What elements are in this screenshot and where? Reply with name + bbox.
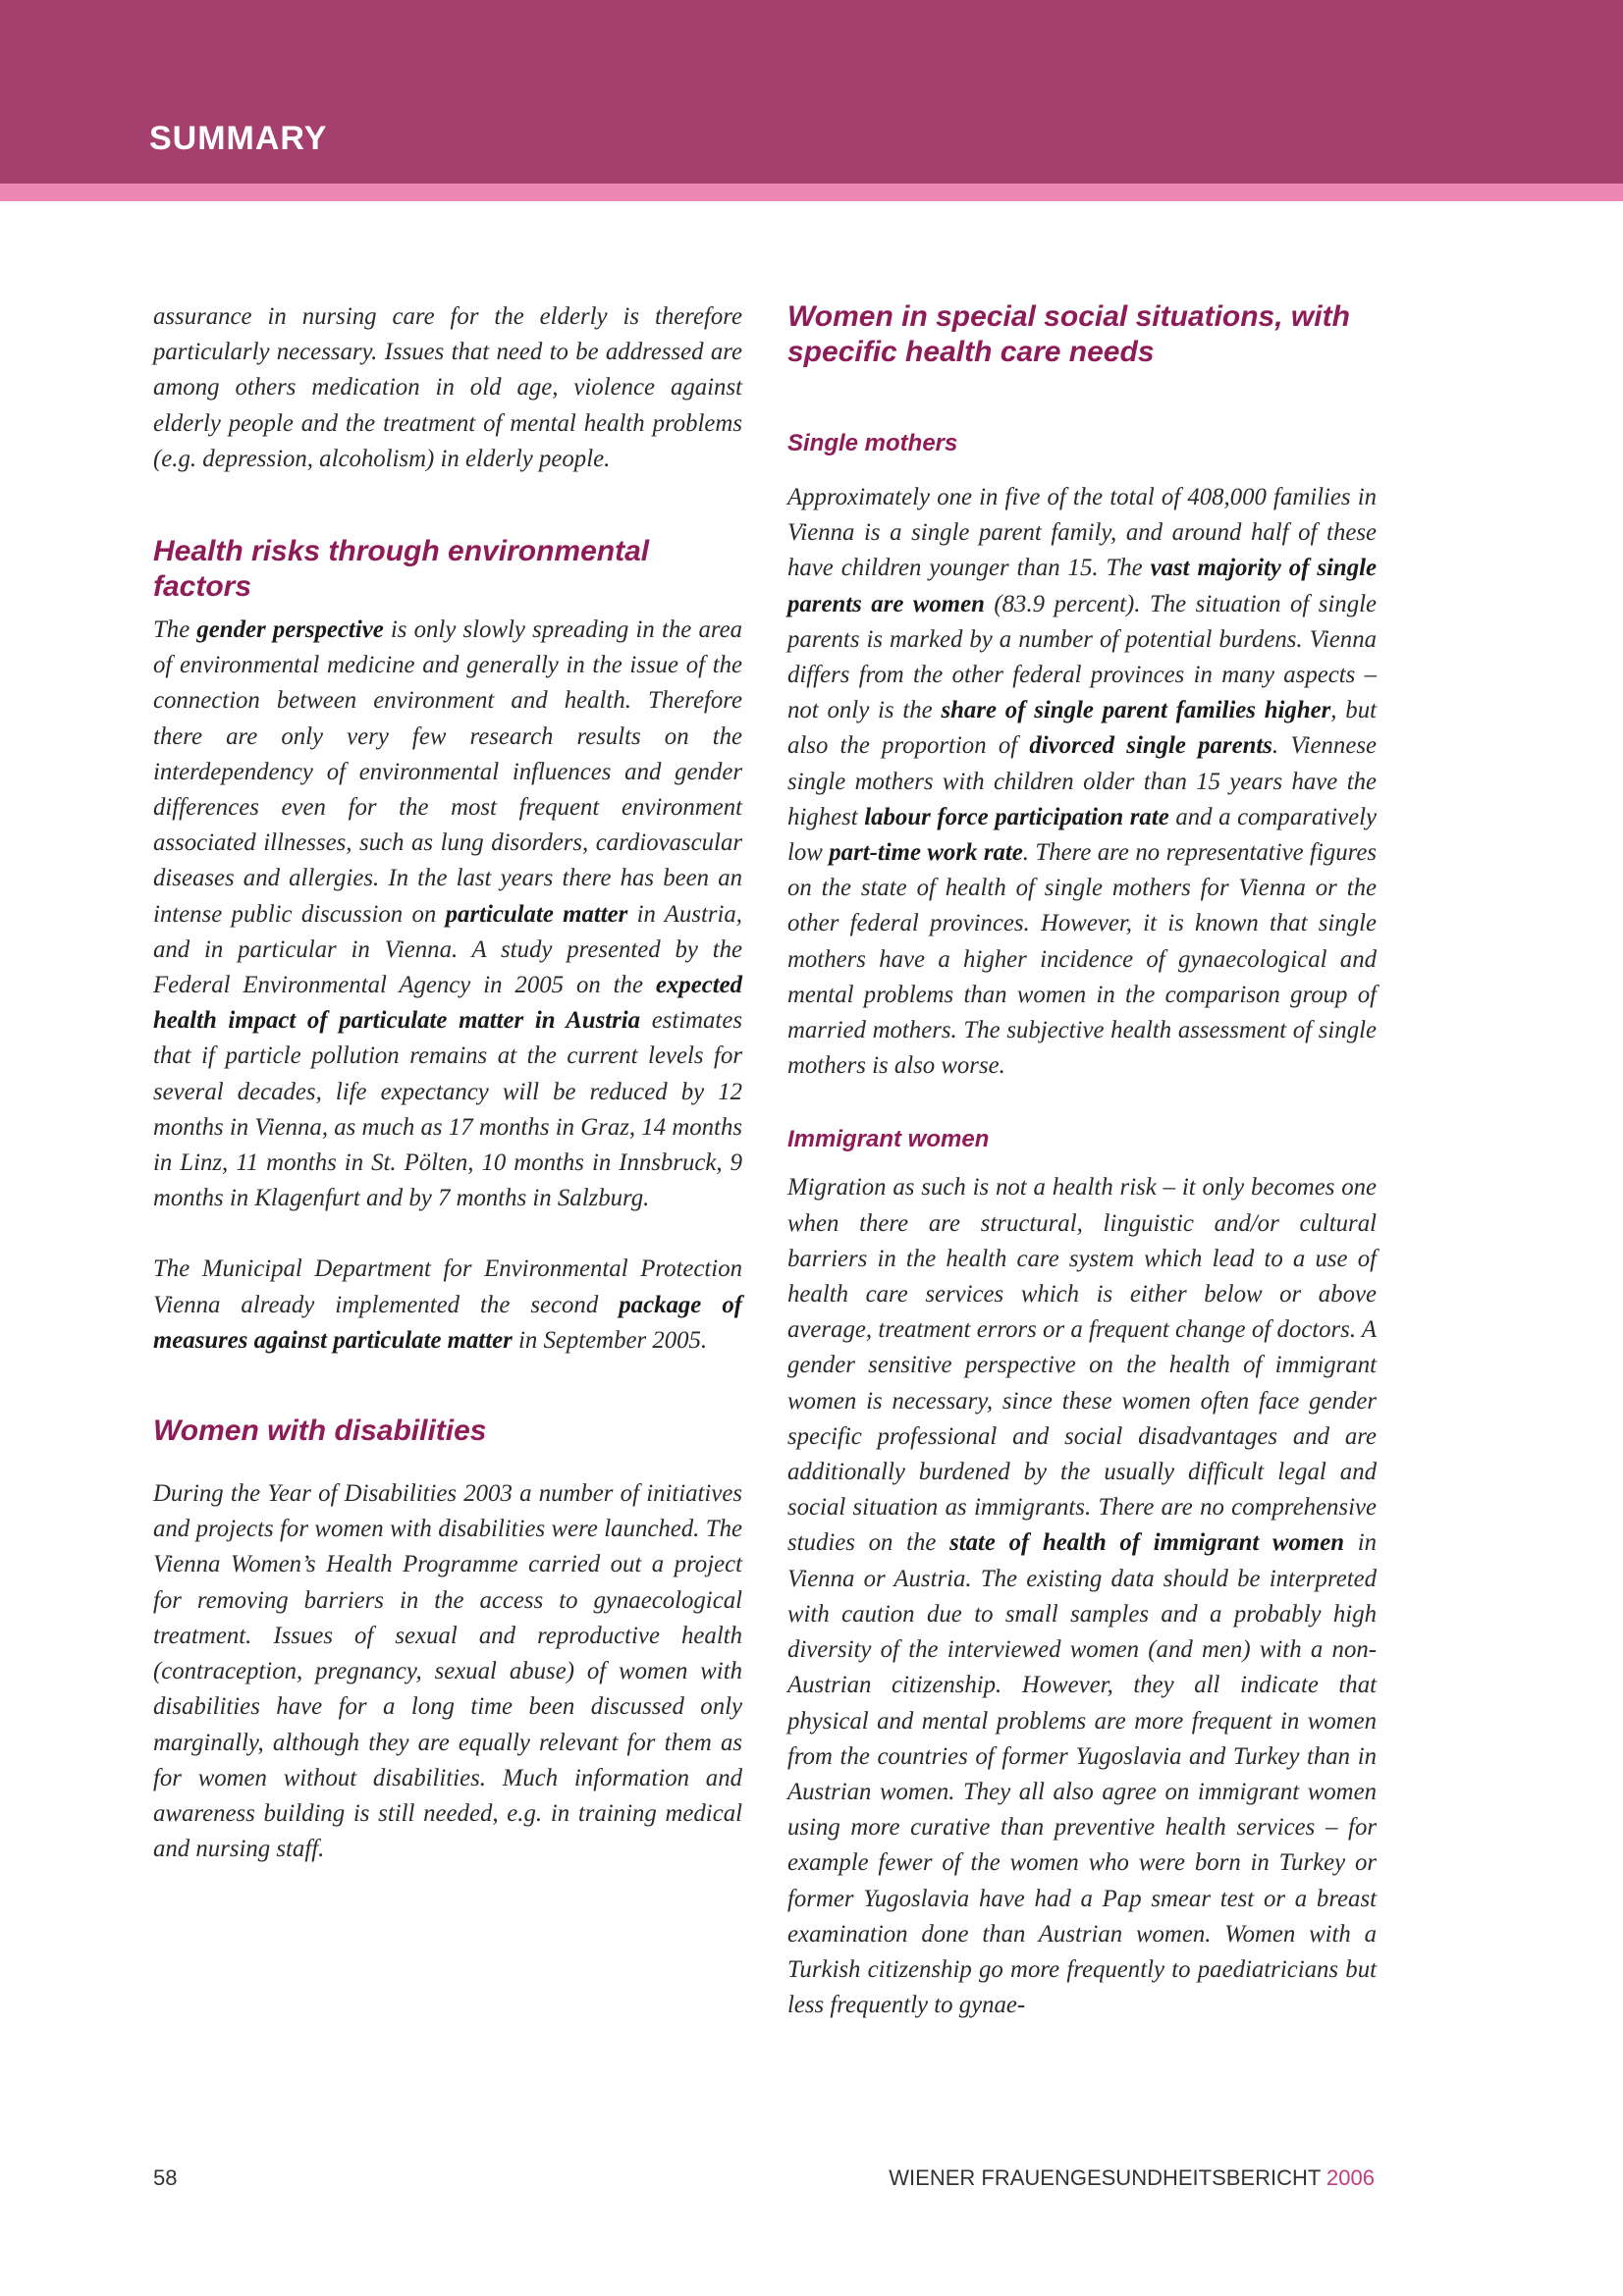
env-paragraph-2: The Municipal Department for Environmental Protection Vienna already implemented the second package of measures against particulate matter in September 2005. <box>153 1255 742 1354</box>
emphasis-package-of-measures: package of measures against particulate matter <box>153 1291 742 1354</box>
emphasis-state-of-health-immigrant: state of health of immigrant women <box>949 1529 1344 1557</box>
immigrant-women-heading: Immigrant women <box>787 1126 990 1153</box>
emphasis-gender-perspective: gender perspective <box>196 616 384 644</box>
report-title <box>889 2165 1375 2191</box>
report-year: 2006 <box>1326 2165 1375 2190</box>
emphasis-share-single-parent: share of single parent families higher <box>941 697 1331 724</box>
header-stripe <box>0 184 1623 201</box>
emphasis-particulate-matter: particulate matter <box>445 900 628 928</box>
single-mothers-heading: Single mothers <box>787 430 958 456</box>
intro-paragraph: assurance in nursing care for the elderly is therefore particularly necessary. Issues that need to be addressed are among others medication in old age, violence against elderly people and the treatment of mental health problems (e.g. depression, alcoholism) in elderly people. <box>153 303 742 472</box>
left-column <box>153 299 742 1867</box>
single-mothers-paragraph: Approximately one in five of the total of 408,000 families in Vienna is a single parent family, and around half of these have children younger than 15. The vast majority of single parents are women (83.9 percent). The situation of single parents is marked by a number of potential burdens. Vienna differs from the other federal provinces in many aspects – not only is the share of single parent families higher, but also the proportion of divorced single parents. Viennese single mothers with children older than 15 years have the highest labour force participation rate and a comparatively low part-time work rate. There are no representative figures on the state of health of single mothers for Vienna or the other federal provinces. However, it is known that single mothers have a higher incidence of gynaecological and mental problems than women in the comparison group of married mothers. The subjective health assessment of single mothers is also worse. <box>787 484 1377 1080</box>
env-paragraph-1: The gender perspective is only slowly spreading in the area of environmental medicine and generally in the issue of the connection between environment and health. Therefore there are only very few research results on the interdependency of environmental influences and gender differences even for the most frequent environment associated illnesses, such as lung disorders, cardiovascular diseases and allergies. In the last years there has been an intense public discussion on particulate matter in Austria, and in particular in Vienna. A study presented by the Federal Environmental Agency in 2005 on the expected health impact of particulate matter in Austria estimates that if particle pollution remains at the current levels for several decades, life expectancy will be reduced by 12 months in Vienna, as much as 17 months in Graz, 14 months in Linz, 11 months in St. Pölten, 10 months in Innsbruck, 9 months in Klagenfurt and by 7 months in Salzburg. <box>153 616 743 1212</box>
emphasis-vast-majority: vast majority of single parents are women <box>787 555 1377 617</box>
disabilities-heading: Women with disabilities <box>153 1415 487 1448</box>
disabilities-paragraph: During the Year of Disabilities 2003 a number of initiatives and projects for women with disabilities were launched. The Vienna Women’s Health Programme carried out a project for removing barriers in the access to gynaecological treatment. Issues of sexual and reproductive health (contraception, pregnancy, sexual abuse) of women with disabilities have for a long time been discussed only marginally, although they are equally relevant for them as for women without disabilities. Much information and awareness building is still needed, e.g. in training medical and nursing staff. <box>153 1480 742 1863</box>
emphasis-divorced-single-parents: divorced single parents <box>1029 732 1272 760</box>
emphasis-expected-health-impact: expected health impact of particulate matter in Austria <box>153 972 742 1035</box>
emphasis-part-time: part-time work rate <box>829 839 1023 867</box>
immigrant-women-paragraph: Migration as such is not a health risk – it only becomes one when there are structural, linguistic and/or cultural barriers in the health care system which lead to a use of health care services which is either below or above average, treatment errors or a frequent change of doctors. A gender sensitive perspective on the health of immigrant women is necessary, since these women often face gender specific professional and social disadvantages and are additionally burdened by the usually difficult legal and social situation as immigrants. There are no comprehensive studies on the state of health of immigrant women in Vienna or Austria. The existing data should be interpreted with caution due to small samples and a probably high diversity of the interviewed women (and men) with a non-Austrian citizenship. However, they all indicate that physical and mental problems are more frequent in women from the countries of former Yugoslavia and Turkey than in Austrian women. They all also agree on immigrant women using more curative than preventive health services – for example fewer of the women who were born in Turkey or former Yugoslavia have had a Pap smear test or a breast examination done than Austrian women. Women with a Turkish citizenship go more frequently to paediatricians but less frequently to gynae- <box>787 1174 1377 2019</box>
env-heading: Health risks through environmental factors <box>153 535 650 604</box>
right-column <box>787 299 1377 2023</box>
report-title-text: WIENER FRAUENGESUNDHEITSBERICHT <box>889 2165 1321 2190</box>
emphasis-labour-force: labour force participation rate <box>864 803 1169 830</box>
special-situations-heading: Women in special social situations, with specific health care needs <box>787 300 1350 368</box>
page-number: 58 <box>153 2165 178 2190</box>
section-title: SUMMARY <box>149 120 328 157</box>
